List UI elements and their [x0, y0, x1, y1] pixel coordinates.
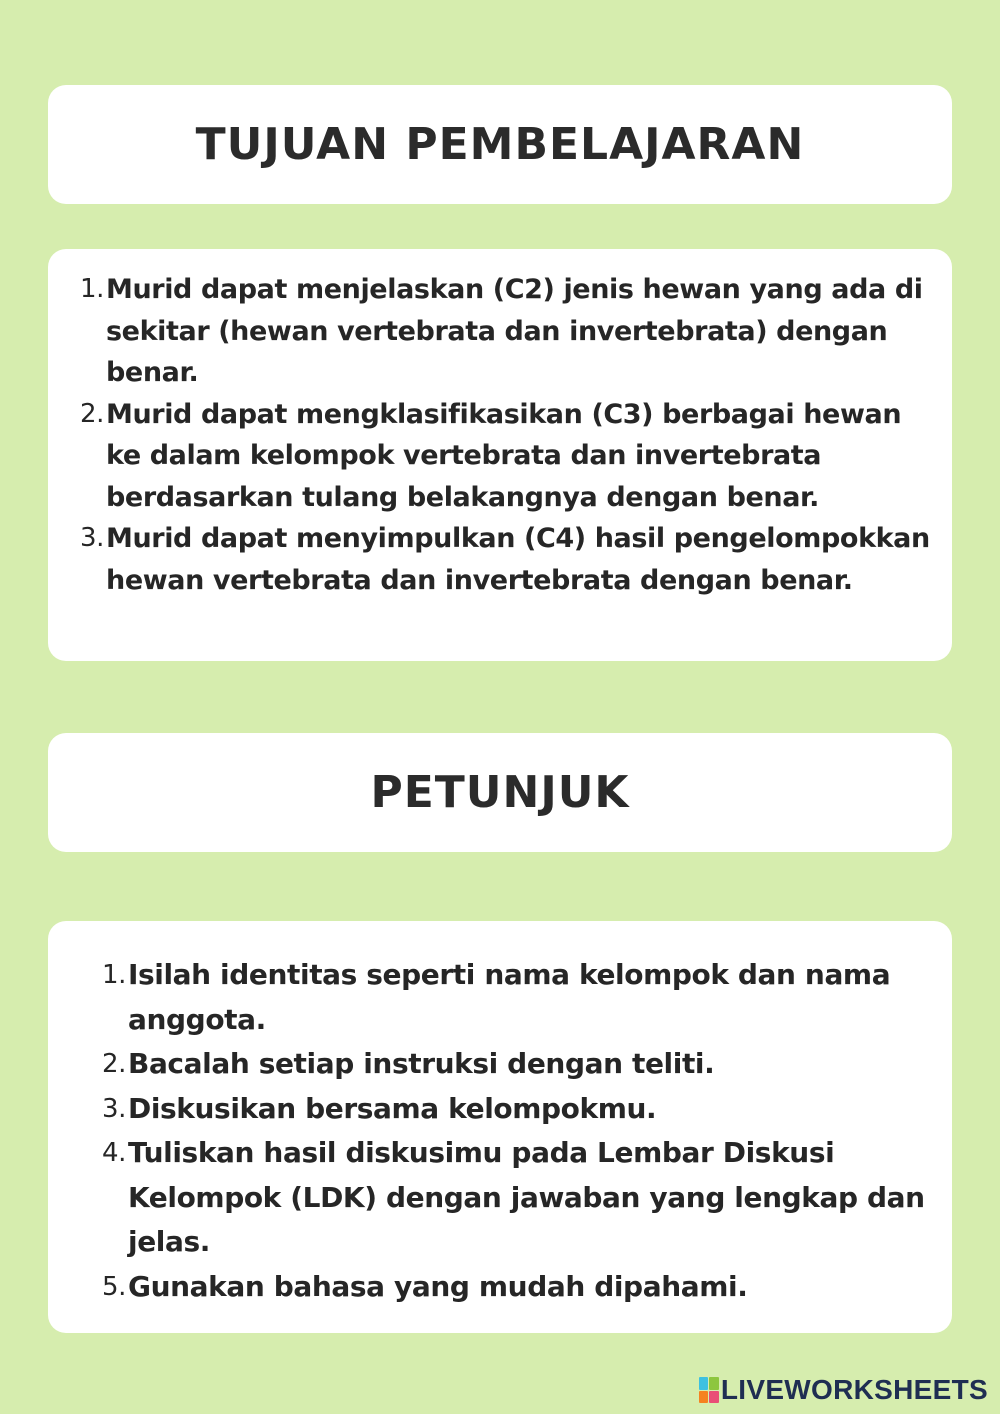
tujuan-title-card [48, 85, 952, 204]
petunjuk-item [96, 1131, 932, 1265]
petunjuk-list [96, 953, 932, 1309]
petunjuk-title: PETUNJUK [370, 767, 630, 818]
list-number: 1. [101, 960, 126, 990]
petunjuk-item [96, 1265, 932, 1310]
logo-square [699, 1391, 709, 1404]
list-text: Bacalah setiap instruksi dengan teliti. [128, 1047, 715, 1080]
petunjuk-title-card [48, 733, 952, 852]
tujuan-list-card [48, 249, 952, 661]
list-text: Gunakan bahasa yang mudah dipahami. [128, 1269, 748, 1303]
logo-square [709, 1377, 719, 1390]
logo-square [699, 1377, 709, 1390]
tujuan-item [76, 518, 938, 601]
petunjuk-item [96, 1042, 932, 1087]
list-text: Tuliskan hasil diskusimu pada Lembar Diskusi Kelompok (LDK) dengan jawaban yang lengkap dan jelas. [128, 1136, 925, 1258]
petunjuk-item [96, 953, 932, 1042]
tujuan-item [76, 269, 938, 394]
tujuan-item [76, 394, 938, 519]
list-text: Murid dapat menyimpulkan (C4) hasil pengelompokkan hewan vertebrata dan invertebrata dengan benar. [106, 523, 930, 596]
list-number: 3. [101, 1093, 126, 1124]
list-text: Murid dapat menjelaskan (C2) jenis hewan yang ada di sekitar (hewan vertebrata dan invertebrata) dengan benar. [106, 274, 923, 388]
list-text: Diskusikan bersama kelompokmu. [128, 1091, 657, 1125]
petunjuk-list-card [48, 921, 952, 1333]
petunjuk-item [96, 1087, 932, 1132]
list-number: 2. [101, 1049, 126, 1079]
list-number: 1. [79, 274, 104, 304]
list-text: Murid dapat mengklasifikasikan (C3) berbagai hewan ke dalam kelompok vertebrata dan invertebrata berdasarkan tulang belakangnya dengan benar. [106, 398, 902, 513]
list-number: 3. [79, 523, 104, 553]
liveworksheets-logo[interactable] [699, 1374, 988, 1406]
logo-square [709, 1391, 719, 1404]
brand-text: LIVEWORKSHEETS [720, 1374, 988, 1405]
list-number: 2. [79, 398, 104, 429]
list-number: 4. [101, 1138, 126, 1168]
list-number: 5. [101, 1271, 126, 1302]
tujuan-title: TUJUAN PEMBELAJARAN [195, 119, 805, 170]
liveworksheets-logo-icon [699, 1377, 719, 1403]
list-text: Isilah identitas seperti nama kelompok dan nama anggota. [128, 958, 891, 1036]
tujuan-list [76, 269, 938, 601]
